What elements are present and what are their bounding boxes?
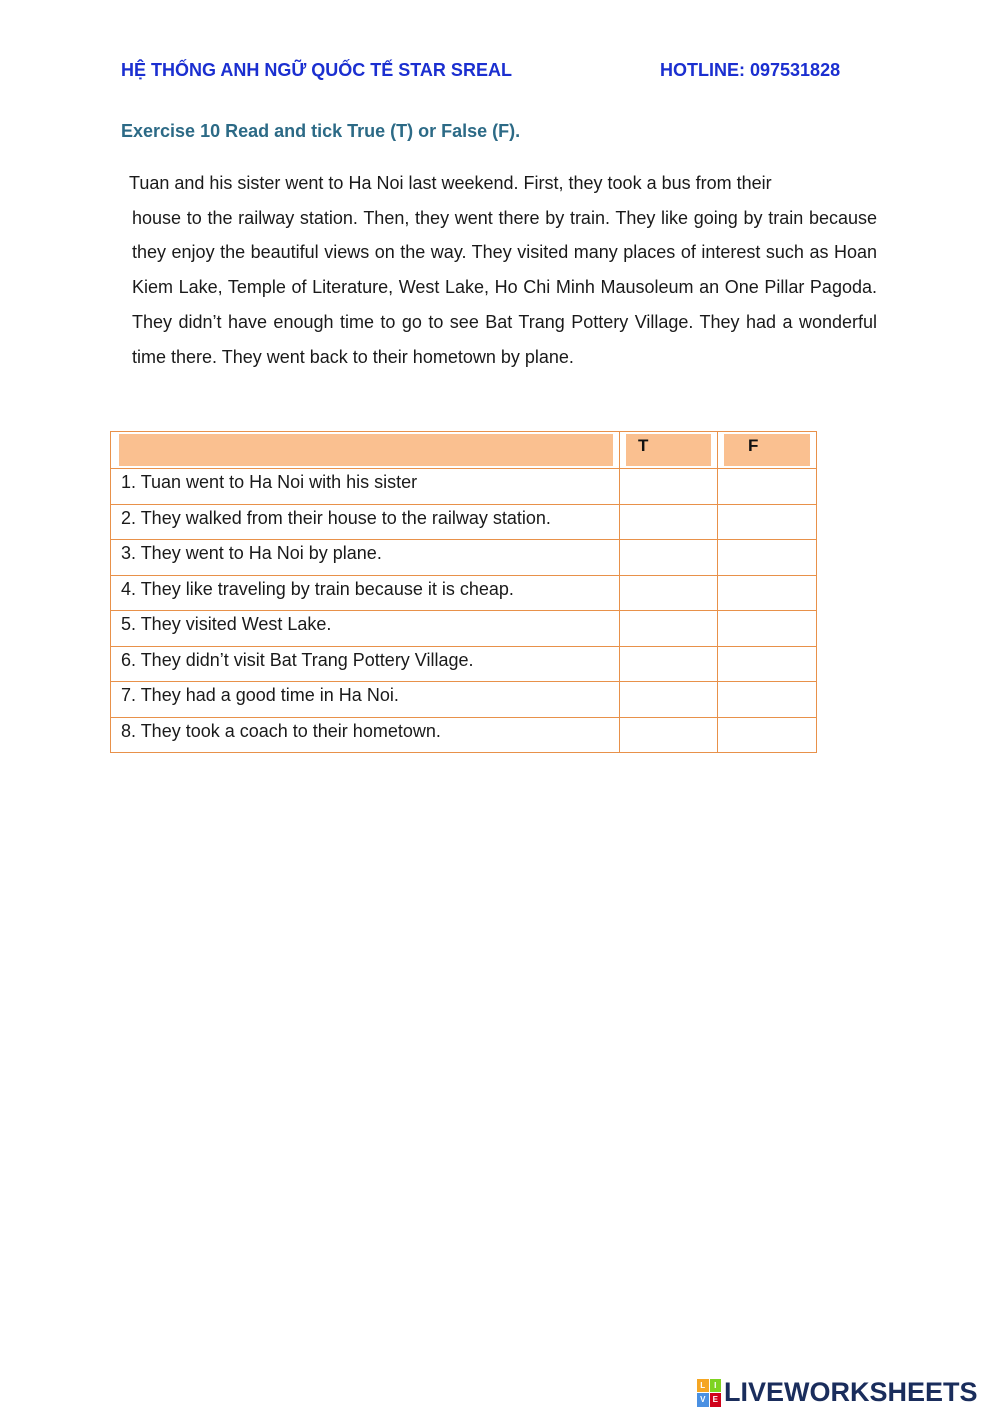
- logo-mark-letter: L: [697, 1379, 709, 1393]
- statement-3: 3. They went to Ha Noi by plane.: [111, 540, 620, 576]
- liveworksheets-mark-icon: [697, 1379, 721, 1407]
- statement-7: 7. They had a good time in Ha Noi.: [111, 682, 620, 718]
- answer-true-3[interactable]: [620, 540, 718, 576]
- liveworksheets-wordmark: LIVEWORKSHEETS: [724, 1377, 978, 1407]
- logo-mark-letter: V: [697, 1393, 709, 1407]
- hotline-header: HOTLINE: 097531828: [660, 60, 841, 80]
- answer-true-1[interactable]: [620, 469, 718, 505]
- reading-passage: [129, 166, 877, 374]
- exercise-title: Exercise 10 Read and tick True (T) or False (F).: [121, 121, 521, 141]
- answer-true-5[interactable]: [620, 611, 718, 647]
- answer-false-6[interactable]: [718, 646, 817, 682]
- answer-true-8[interactable]: [620, 717, 718, 753]
- true-false-table: [110, 431, 817, 753]
- table-row: [111, 646, 817, 682]
- true-column-label: T: [638, 436, 649, 455]
- answer-false-1[interactable]: [718, 469, 817, 505]
- answer-true-2[interactable]: [620, 504, 718, 540]
- answer-false-5[interactable]: [718, 611, 817, 647]
- school-name-header: HỆ THỐNG ANH NGỮ QUỐC TẾ STAR SREAL: [121, 60, 512, 80]
- statement-1: 1. Tuan went to Ha Noi with his sister: [111, 469, 620, 505]
- logo-mark-letter: E: [710, 1393, 722, 1407]
- statement-6: 6. They didn’t visit Bat Trang Pottery Village.: [111, 646, 620, 682]
- table-row: [111, 682, 817, 718]
- table-row: [111, 540, 817, 576]
- passage-body: house to the railway station. Then, they went there by train. They like going by train because they enjoy the beautiful views on the way. They visited many places of interest such as Hoan Kiem Lake, Temple of Literature, West Lake, Ho Chi Minh Mausoleum an One Pillar Pagoda. They didn’t have enough time to go to see Bat Trang Pottery Village. They had a wonderful time there. They went back to their hometown by plane.: [132, 207, 877, 367]
- answer-false-7[interactable]: [718, 682, 817, 718]
- answer-false-3[interactable]: [718, 540, 817, 576]
- answer-false-4[interactable]: [718, 575, 817, 611]
- statement-4: 4. They like traveling by train because it is cheap.: [111, 575, 620, 611]
- true-header-cell: [620, 432, 718, 469]
- logo-mark-letter: I: [710, 1379, 722, 1393]
- statement-2: 2. They walked from their house to the railway station.: [111, 504, 620, 540]
- false-column-label: F: [748, 436, 759, 455]
- table-row: [111, 611, 817, 647]
- table-row: [111, 717, 817, 753]
- answer-true-6[interactable]: [620, 646, 718, 682]
- table-header-row: [111, 432, 817, 469]
- table-row: [111, 469, 817, 505]
- answer-false-2[interactable]: [718, 504, 817, 540]
- table-row: [111, 575, 817, 611]
- statement-8: 8. They took a coach to their hometown.: [111, 717, 620, 753]
- statement-5: 5. They visited West Lake.: [111, 611, 620, 647]
- statement-header-cell: [111, 432, 620, 469]
- table-row: [111, 504, 817, 540]
- answer-true-7[interactable]: [620, 682, 718, 718]
- passage-first-line: Tuan and his sister went to Ha Noi last weekend. First, they took a bus from their: [129, 173, 772, 193]
- answer-true-4[interactable]: [620, 575, 718, 611]
- answer-false-8[interactable]: [718, 717, 817, 753]
- false-header-cell: [718, 432, 817, 469]
- liveworksheets-logo: [697, 1377, 978, 1408]
